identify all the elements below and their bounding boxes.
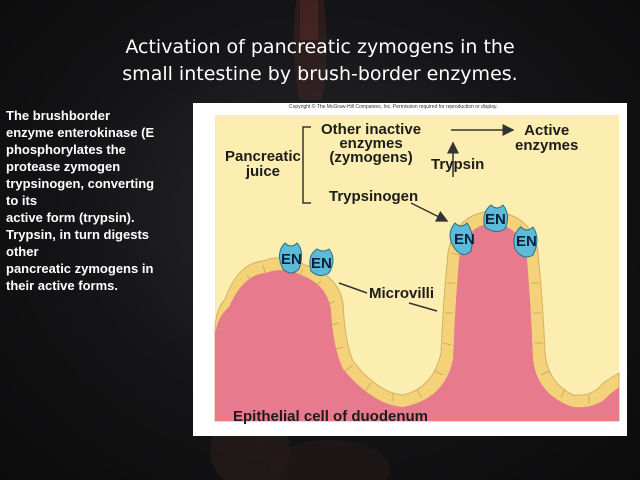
epithelial-cell-label: Epithelial cell of duodenum bbox=[233, 408, 429, 425]
description-line: The brushborder bbox=[6, 108, 111, 123]
slide-title bbox=[90, 34, 550, 88]
enzyme-en-label: EN bbox=[485, 211, 506, 228]
microvilli-label: Microvilli bbox=[369, 285, 435, 302]
enzyme-en-label: EN bbox=[281, 251, 302, 268]
description-line: their active forms. bbox=[6, 278, 118, 293]
inactive-enzymes-label bbox=[321, 123, 421, 165]
description-line: Trypsin, in turn digests bbox=[6, 227, 150, 242]
label-line: juice bbox=[245, 163, 281, 180]
label-line: enzymes bbox=[515, 137, 579, 154]
title-line-1: Activation of pancreatic zymogens in the bbox=[125, 36, 515, 58]
description-line: protease zymogen bbox=[6, 159, 121, 174]
description-line: phosphorylates the bbox=[6, 142, 126, 157]
pancreatic-juice-label bbox=[225, 149, 301, 179]
description-line: to its bbox=[6, 193, 38, 208]
brush-border-figure bbox=[193, 103, 627, 436]
label-line: enzymes bbox=[339, 135, 403, 152]
label-line: (zymogens) bbox=[329, 149, 413, 166]
title-line-2: small intestine by brush-border enzymes. bbox=[122, 63, 518, 85]
enzyme-en-label: EN bbox=[311, 255, 332, 272]
description-text bbox=[6, 107, 196, 294]
description-line: pancreatic zymogens in bbox=[6, 261, 154, 276]
trypsin-label: Trypsin bbox=[431, 156, 485, 173]
trypsinogen-label: Trypsinogen bbox=[329, 188, 419, 205]
description-line: enzyme enterokinase (E bbox=[6, 125, 155, 140]
active-enzymes-label bbox=[515, 123, 578, 153]
label-line: Pancreatic bbox=[225, 148, 301, 165]
description-line: active form (trypsin). bbox=[6, 210, 135, 225]
label-line: Active bbox=[524, 122, 570, 139]
description-line: other bbox=[6, 244, 39, 259]
enzyme-en-label: EN bbox=[516, 233, 537, 250]
description-line: trypsinogen, converting bbox=[6, 176, 155, 191]
copyright-notice: Copyright © The McGraw-Hill Companies, Inc. Permission required for reproduction or display. bbox=[289, 104, 498, 110]
label-line: Other inactive bbox=[321, 121, 422, 138]
enzyme-en-label: EN bbox=[454, 231, 475, 248]
